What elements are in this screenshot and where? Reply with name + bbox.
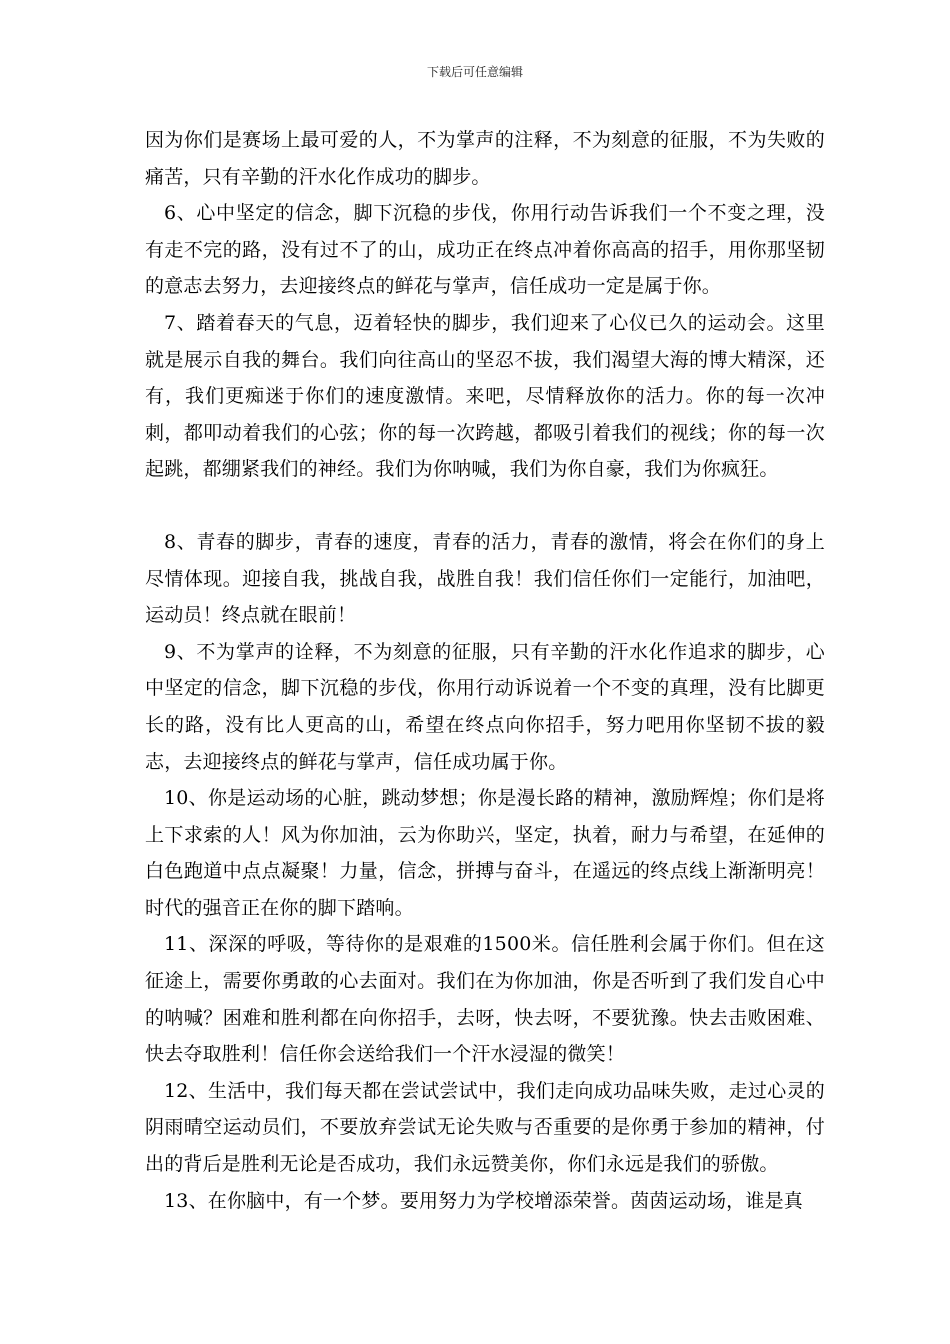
paragraph-10: 10、你是运动场的心脏，跳动梦想；你是漫长路的精神，激励辉煌；你们是将上下求索的人！风为你加油，云为你助兴，坚定，执着，耐力与希望，在延伸的白色跑道中点点凝聚！力量，信念，拼搏与奋斗，在遥远的终点线上渐渐明亮！时代的强音正在你的脚下踏响。 — [145, 787, 825, 919]
paragraph-12: 12、生活中，我们每天都在尝试尝试中，我们走向成功品味失败，走过心灵的阴雨晴空运动员们，不要放弃尝试无论失败与否重要的是你勇于参加的精神，付出的背后是胜利无论是否成功，我们永远赞美你，你们永远是我们的骄傲。 — [145, 1079, 825, 1176]
paragraph-6: 6、心中坚定的信念，脚下沉稳的步伐，你用行动告诉我们一个不变之理，没有走不完的路，没有过不了的山，成功正在终点冲着你高高的招手，用你那坚韧的意志去努力，去迎接终点的鲜花与掌声，信任成功一定是属于你。 — [145, 202, 825, 298]
paragraph-8: 8、青春的脚步，青春的速度，青春的活力，青春的激情，将会在你们的身上尽情体现。迎接自我，挑战自我，战胜自我！我们信任你们一定能行，加油吧，运动员！终点就在眼前！ — [145, 530, 825, 627]
document-body — [145, 122, 825, 1219]
paragraph-13: 13、在你脑中，有一个梦。要用努力为学校增添荣誉。茵茵运动场，谁是真 — [164, 1189, 803, 1212]
page-header: 下载后可任意编辑 — [426, 65, 523, 79]
paragraph-9: 9、不为掌声的诠释，不为刻意的征服，只有辛勤的汗水化作追求的脚步，心中坚定的信念，脚下沉稳的步伐，你用行动诉说着一个不变的真理，没有比脚更长的路，没有比人更高的山，希望在终点向你招手，努力吧用你坚韧不拔的毅志，去迎接终点的鲜花与掌声，信任成功属于你。 — [145, 640, 825, 773]
paragraph-continuation: 因为你们是赛场上最可爱的人，不为掌声的注释，不为刻意的征服，不为失败的痛苦，只有辛勤的汗水化作成功的脚步。 — [145, 129, 825, 188]
paragraph-11: 11、深深的呼吸，等待你的是艰难的1500米。信任胜利会属于你们。但在这征途上，需要你勇敢的心去面对。我们在为你加油，你是否听到了我们发自心中的呐喊？困难和胜利都在向你招手，去呀，快去呀，不要犹豫。快去击败困难、快去夺取胜利！信任你会送给我们一个汗水浸湿的微笑！ — [145, 933, 825, 1066]
paragraph-7: 7、踏着春天的气息，迈着轻快的脚步，我们迎来了心仪已久的运动会。这里就是展示自我的舞台。我们向往高山的坚忍不拔，我们渴望大海的博大精深，还有，我们更痴迷于你们的速度激情。来吧，尽情释放你的活力。你的每一次冲刺，都叩动着我们的心弦；你的每一次跨越，都吸引着我们的视线；你的每一次起跳，都绷紧我们的神经。我们为你呐喊，我们为你自豪，我们为你疯狂。 — [145, 311, 825, 481]
